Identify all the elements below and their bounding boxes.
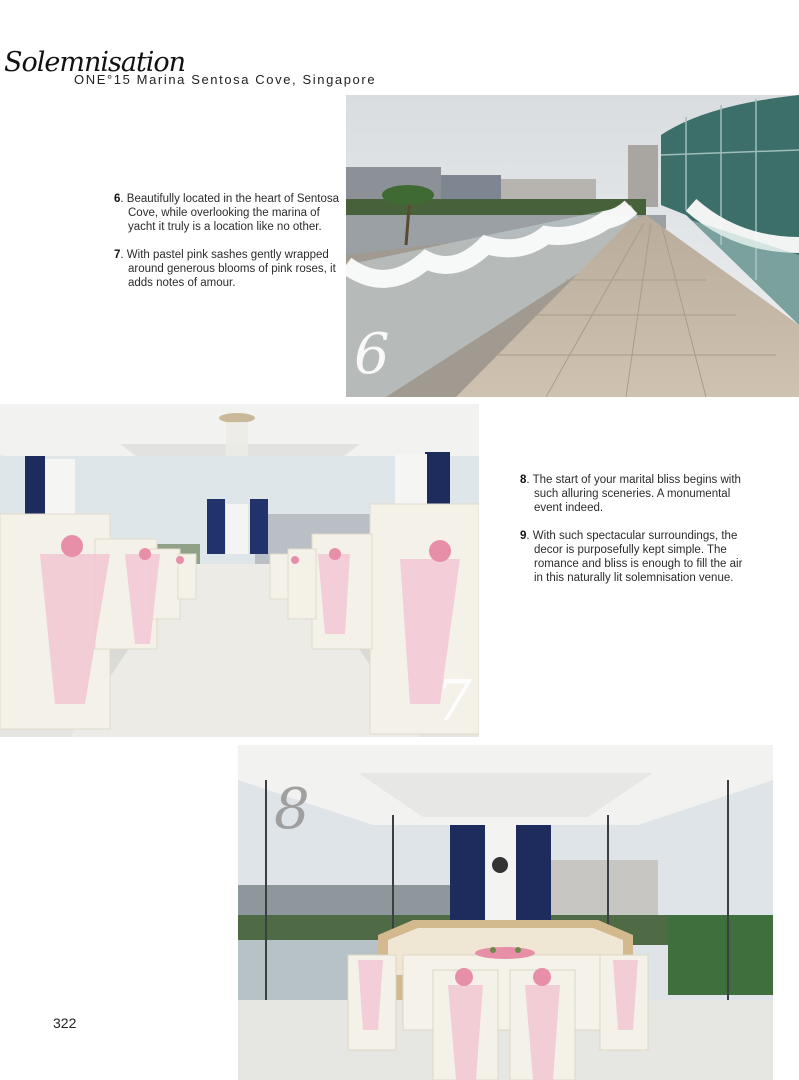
caption-9: 9. With such spectacular surroundings, the decor is purposefully kept simple. The romance and bliss is enough to fill the air in this naturally lit solemnisation venue. <box>520 530 743 584</box>
caption-7: 7. With pastel pink sashes gently wrapped around generous blooms of pink roses, it adds notes of amour. <box>114 249 336 289</box>
captions-top <box>114 192 344 304</box>
photo-label-7: 7 <box>436 669 472 734</box>
photo-chair-aisle <box>0 404 479 737</box>
caption-8: 8. The start of your marital bliss begins with such alluring sceneries. A monumental event indeed. <box>520 474 741 514</box>
caption-6: 6. Beautifully located in the heart of Sentosa Cove, while overlooking the marina of yacht it truly is a location like no other. <box>114 193 340 233</box>
venue-subtitle: ONE°15 Marina Sentosa Cove, Singapore <box>74 72 377 87</box>
photo-label-8: 8 <box>274 777 310 842</box>
page-number: 322 <box>53 1015 77 1031</box>
section-title: Solemnisation <box>4 47 186 78</box>
photo-solemnisation-table <box>238 745 773 1080</box>
photo-terrace-walkway <box>346 95 799 397</box>
captions-middle <box>520 473 745 599</box>
photo-label-6: 6 <box>354 322 390 387</box>
